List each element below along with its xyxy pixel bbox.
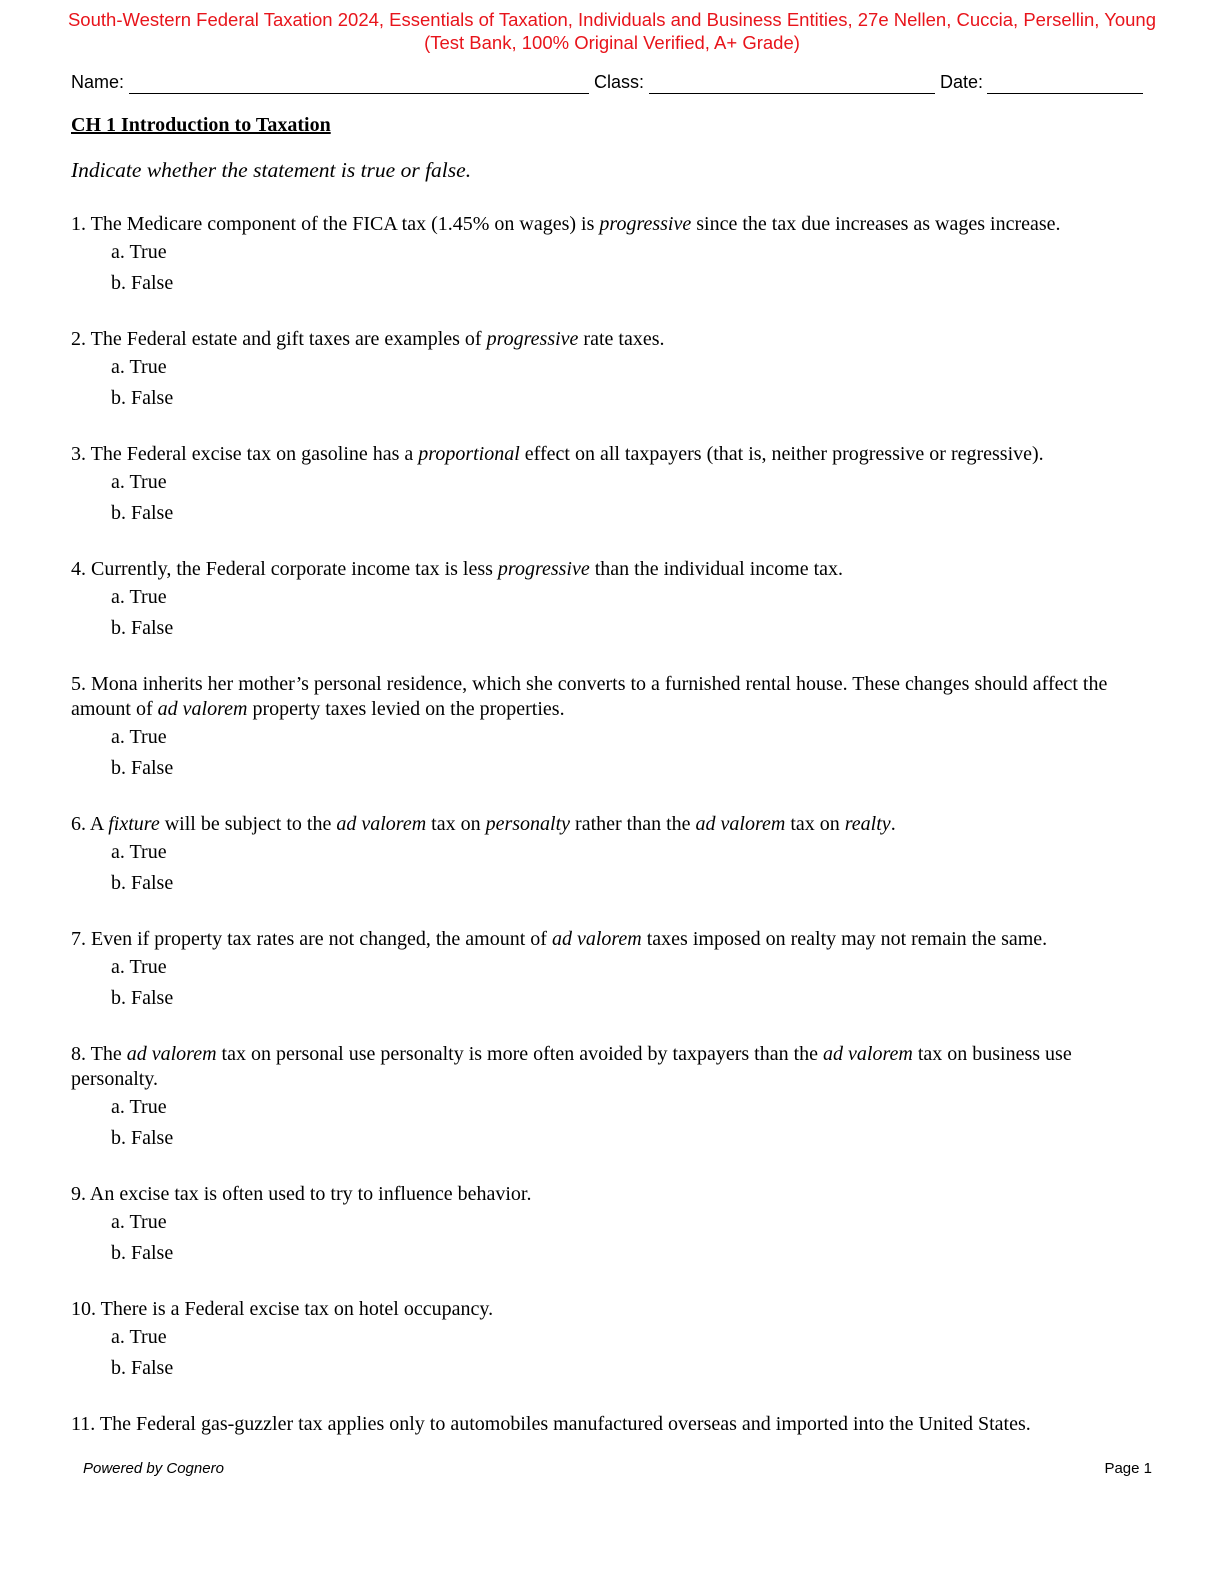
date-label: Date: <box>940 72 984 92</box>
question-number: 7. <box>71 928 86 950</box>
document-banner <box>0 8 1224 54</box>
question-stem <box>71 927 1143 952</box>
question-text: Mona inherits her mother’s personal residence, which she converts to a furnished rental house. These changes should affect the amount of <box>71 673 1108 720</box>
answer-option-true[interactable]: a. True <box>111 471 167 493</box>
question-text: . <box>890 813 896 835</box>
answer-option-true[interactable]: a. True <box>111 1096 167 1118</box>
answer-option-false[interactable]: b. False <box>111 387 174 409</box>
question-list <box>71 212 1151 1437</box>
question-number: 10. <box>71 1298 96 1320</box>
question-item <box>71 442 1151 529</box>
question-text: since the tax due increases as wages increase. <box>691 213 1061 235</box>
question-text: will be subject to the <box>159 813 337 835</box>
answer-option-false[interactable]: b. False <box>111 757 174 779</box>
student-info-fields <box>71 72 1143 98</box>
question-number: 1. <box>71 213 86 235</box>
question-stem <box>71 557 1143 582</box>
question-item <box>71 1412 1151 1437</box>
question-stem <box>71 672 1143 722</box>
answer-option-false[interactable]: b. False <box>111 1242 174 1264</box>
class-label: Class: <box>594 72 645 92</box>
italic-term: fixture <box>108 813 160 835</box>
answer-option-true[interactable]: a. True <box>111 956 167 978</box>
italic-term: ad valorem <box>157 698 248 720</box>
question-number: 2. <box>71 328 86 350</box>
date-field[interactable] <box>987 92 1143 94</box>
question-item <box>71 927 1151 1014</box>
question-text: Currently, the Federal corporate income tax is less <box>91 558 498 580</box>
question-item <box>71 1297 1151 1384</box>
banner-line-2: (Test Bank, 100% Original Verified, A+ Grade) <box>424 32 800 53</box>
answer-option-true[interactable]: a. True <box>111 726 167 748</box>
question-item <box>71 1042 1151 1154</box>
question-text: tax on <box>785 813 845 835</box>
question-stem <box>71 442 1143 467</box>
italic-term: realty <box>844 813 891 835</box>
italic-term: progressive <box>486 328 579 350</box>
answer-option-false[interactable]: b. False <box>111 1357 174 1379</box>
question-stem <box>71 327 1143 352</box>
question-text: A <box>89 813 109 835</box>
italic-term: ad valorem <box>336 813 427 835</box>
powered-by: Powered by Cognero <box>83 1460 224 1477</box>
class-field[interactable] <box>649 92 935 94</box>
answer-option-true[interactable]: a. True <box>111 356 167 378</box>
question-text: tax on <box>426 813 486 835</box>
question-text: tax on business use personalty. <box>71 1043 1072 1090</box>
question-text: effect on all taxpayers (that is, neither progressive or regressive). <box>519 443 1044 465</box>
name-field[interactable] <box>129 92 589 94</box>
question-text: An excise tax is often used to try to influence behavior. <box>89 1183 532 1205</box>
name-label: Name: <box>71 72 125 92</box>
question-text: tax on personal use personalty is more often avoided by taxpayers than the <box>216 1043 824 1065</box>
question-number: 9. <box>71 1183 86 1205</box>
question-text: rather than the <box>570 813 696 835</box>
question-item <box>71 327 1151 414</box>
question-stem <box>71 812 1143 837</box>
question-stem <box>71 1042 1143 1092</box>
section-instructions: Indicate whether the statement is true or false. <box>71 158 472 182</box>
question-number: 8. <box>71 1043 86 1065</box>
question-text: than the individual income tax. <box>589 558 844 580</box>
question-number: 4. <box>71 558 86 580</box>
question-number: 3. <box>71 443 86 465</box>
chapter-title: CH 1 Introduction to Taxation <box>71 114 331 136</box>
answer-option-true[interactable]: a. True <box>111 841 167 863</box>
question-item <box>71 1182 1151 1269</box>
page-number: Page 1 <box>1104 1460 1152 1477</box>
italic-term: proportional <box>418 443 520 465</box>
answer-option-true[interactable]: a. True <box>111 586 167 608</box>
answer-option-false[interactable]: b. False <box>111 987 174 1009</box>
question-text: There is a Federal excise tax on hotel occupancy. <box>100 1298 494 1320</box>
question-stem <box>71 1412 1143 1437</box>
question-text: The Federal gas-guzzler tax applies only to automobiles manufactured overseas and imported into the United States. <box>99 1413 1031 1435</box>
italic-term: ad valorem <box>551 928 642 950</box>
question-text: The Federal excise tax on gasoline has a <box>90 443 419 465</box>
italic-term: personalty <box>485 813 571 835</box>
question-number: 5. <box>71 673 86 695</box>
question-text: rate taxes. <box>578 328 665 350</box>
answer-option-true[interactable]: a. True <box>111 241 167 263</box>
question-stem <box>71 1182 1143 1207</box>
answer-option-true[interactable]: a. True <box>111 1211 167 1233</box>
answer-option-false[interactable]: b. False <box>111 272 174 294</box>
question-item <box>71 672 1151 784</box>
italic-term: ad valorem <box>126 1043 217 1065</box>
question-item <box>71 812 1151 899</box>
question-text: The <box>90 1043 127 1065</box>
italic-term: ad valorem <box>695 813 786 835</box>
question-stem <box>71 212 1143 237</box>
question-text: taxes imposed on realty may not remain the same. <box>641 928 1048 950</box>
italic-term: ad valorem <box>823 1043 913 1065</box>
question-text: The Federal estate and gift taxes are examples of <box>90 328 487 350</box>
answer-option-false[interactable]: b. False <box>111 502 174 524</box>
question-text: property taxes levied on the properties. <box>247 698 565 720</box>
question-text: The Medicare component of the FICA tax (1.45% on wages) is <box>90 213 600 235</box>
question-item <box>71 212 1151 299</box>
question-stem <box>71 1297 1143 1322</box>
italic-term: progressive <box>599 213 692 235</box>
italic-term: progressive <box>497 558 590 580</box>
answer-option-true[interactable]: a. True <box>111 1326 167 1348</box>
answer-option-false[interactable]: b. False <box>111 872 174 894</box>
question-item <box>71 557 1151 644</box>
answer-option-false[interactable]: b. False <box>111 617 174 639</box>
question-number: 6. <box>71 813 86 835</box>
question-number: 11. <box>71 1413 96 1435</box>
question-text: Even if property tax rates are not changed, the amount of <box>91 928 552 950</box>
banner-line-1: South-Western Federal Taxation 2024, Essentials of Taxation, Individuals and Business Entities, 27e Nellen, Cuccia, Persellin, Young <box>67 9 1157 30</box>
answer-option-false[interactable]: b. False <box>111 1127 174 1149</box>
